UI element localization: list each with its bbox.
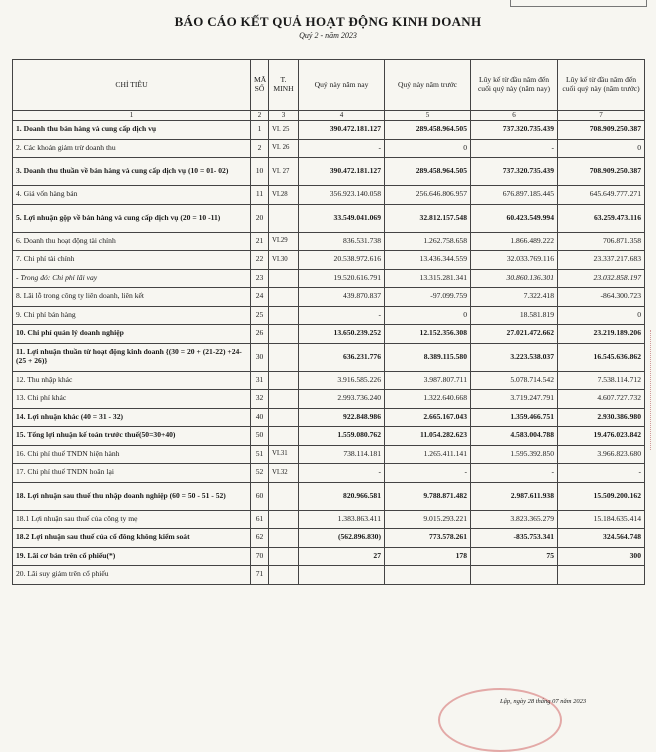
row-value-ytd-current: 75 bbox=[471, 547, 558, 566]
row-value-ytd-current: 676.897.185.445 bbox=[471, 186, 558, 205]
row-note: VI. 26 bbox=[269, 139, 299, 158]
row-note bbox=[269, 482, 299, 510]
row-value-ytd-current bbox=[471, 566, 558, 585]
row-value-q-current: - bbox=[299, 306, 385, 325]
row-value-q-previous: 773.578.261 bbox=[385, 529, 471, 548]
row-label: 12. Thu nhập khác bbox=[13, 371, 251, 390]
row-note bbox=[269, 390, 299, 409]
row-value-q-previous: 13.436.344.559 bbox=[385, 251, 471, 270]
row-value-q-previous: 289.458.964.505 bbox=[385, 158, 471, 186]
header-row bbox=[13, 60, 645, 111]
row-value-q-current: 439.870.837 bbox=[299, 288, 385, 307]
row-value-q-current: (562.896.830) bbox=[299, 529, 385, 548]
col-number: 3 bbox=[269, 111, 299, 121]
row-value-q-current: 2.993.736.240 bbox=[299, 390, 385, 409]
row-value-q-previous: 9.788.871.482 bbox=[385, 482, 471, 510]
row-value-q-current: 1.559.080.762 bbox=[299, 427, 385, 446]
table-row bbox=[13, 251, 645, 270]
row-value-q-previous: -97.099.759 bbox=[385, 288, 471, 307]
row-label: 17. Chi phí thuế TNDN hoãn lại bbox=[13, 464, 251, 483]
row-value-q-current: - bbox=[299, 464, 385, 483]
row-value-ytd-previous: 15.184.635.414 bbox=[558, 510, 645, 529]
col-header-chi-tieu: CHỈ TIÊU bbox=[13, 60, 251, 111]
report-title: BÁO CÁO KẾT QUẢ HOẠT ĐỘNG KINH DOANH bbox=[174, 14, 482, 29]
row-value-q-previous: 12.152.356.308 bbox=[385, 325, 471, 344]
row-value-ytd-previous: 23.032.858.197 bbox=[558, 269, 645, 288]
row-note: VI.31 bbox=[269, 445, 299, 464]
row-code: 50 bbox=[251, 427, 269, 446]
row-note bbox=[269, 325, 299, 344]
row-value-ytd-current: 60.423.549.994 bbox=[471, 204, 558, 232]
table-row bbox=[13, 566, 645, 585]
row-value-q-current: 820.966.581 bbox=[299, 482, 385, 510]
row-note bbox=[269, 288, 299, 307]
row-label: 3. Doanh thu thuần về bán hàng và cung cấp dịch vụ (10 = 01- 02) bbox=[13, 158, 251, 186]
row-code: 31 bbox=[251, 371, 269, 390]
row-value-ytd-current: -835.753.341 bbox=[471, 529, 558, 548]
row-value-q-current: 19.520.616.791 bbox=[299, 269, 385, 288]
row-label: 11. Lợi nhuận thuần từ hoạt động kinh doanh {(30 = 20 + (21-22) +24-(25 + 26)} bbox=[13, 343, 251, 371]
table-row bbox=[13, 343, 645, 371]
col-number: 7 bbox=[558, 111, 645, 121]
row-code: 61 bbox=[251, 510, 269, 529]
row-note bbox=[269, 408, 299, 427]
col-header-luy-ke-nam-truoc: Lũy kế từ đầu năm đến cuối quý này (năm trước) bbox=[558, 60, 645, 111]
row-value-q-current: - bbox=[299, 139, 385, 158]
table-row bbox=[13, 204, 645, 232]
col-header-quy-nay-nam-truoc: Quý này năm trước bbox=[385, 60, 471, 111]
row-label: 18. Lợi nhuận sau thuế thu nhập doanh nghiệp (60 = 50 - 51 - 52) bbox=[13, 482, 251, 510]
table-row bbox=[13, 464, 645, 483]
row-label: 20. Lãi suy giảm trên cổ phiếu bbox=[13, 566, 251, 585]
row-label: 6. Doanh thu hoạt động tài chính bbox=[13, 232, 251, 251]
col-header-ma-so: MÃ SỐ bbox=[251, 60, 269, 111]
row-value-ytd-previous: 3.966.823.680 bbox=[558, 445, 645, 464]
row-value-ytd-previous: 19.476.023.842 bbox=[558, 427, 645, 446]
row-label: 1. Doanh thu bán hàng và cung cấp dịch vụ bbox=[13, 121, 251, 140]
row-code: 51 bbox=[251, 445, 269, 464]
table-row bbox=[13, 139, 645, 158]
row-label: 15. Tổng lợi nhuận kế toán trước thuế(50=30+40) bbox=[13, 427, 251, 446]
row-value-q-previous: 8.389.115.580 bbox=[385, 343, 471, 371]
row-value-ytd-current: 737.320.735.439 bbox=[471, 121, 558, 140]
table-row bbox=[13, 121, 645, 140]
row-code: 11 bbox=[251, 186, 269, 205]
row-value-ytd-current: 3.223.538.037 bbox=[471, 343, 558, 371]
row-value-ytd-current: 5.078.714.542 bbox=[471, 371, 558, 390]
row-value-ytd-previous: 63.259.473.116 bbox=[558, 204, 645, 232]
row-value-q-current: 20.538.972.616 bbox=[299, 251, 385, 270]
row-value-ytd-current: 3.719.247.791 bbox=[471, 390, 558, 409]
row-label: 8. Lãi lỗ trong công ty liên doanh, liên kết bbox=[13, 288, 251, 307]
row-label: 7. Chi phí tài chính bbox=[13, 251, 251, 270]
row-value-q-previous: 13.315.281.341 bbox=[385, 269, 471, 288]
row-value-q-current: 356.923.140.058 bbox=[299, 186, 385, 205]
row-value-ytd-previous: 708.909.250.387 bbox=[558, 158, 645, 186]
row-value-q-current: 1.383.863.411 bbox=[299, 510, 385, 529]
report-subtitle: Quý 2 - năm 2023 bbox=[299, 31, 357, 40]
row-value-q-previous: 1.262.758.658 bbox=[385, 232, 471, 251]
row-value-ytd-current: 27.021.472.662 bbox=[471, 325, 558, 344]
row-value-q-current: 3.916.585.226 bbox=[299, 371, 385, 390]
row-value-ytd-previous: 15.509.200.162 bbox=[558, 482, 645, 510]
row-note bbox=[269, 547, 299, 566]
row-note: VI.28 bbox=[269, 186, 299, 205]
row-value-ytd-previous: 645.649.777.271 bbox=[558, 186, 645, 205]
row-note bbox=[269, 529, 299, 548]
row-value-q-previous: 3.987.807.711 bbox=[385, 371, 471, 390]
row-code: 52 bbox=[251, 464, 269, 483]
table-row bbox=[13, 288, 645, 307]
table-row bbox=[13, 232, 645, 251]
row-value-ytd-current: - bbox=[471, 139, 558, 158]
col-number: 4 bbox=[299, 111, 385, 121]
income-statement-table bbox=[12, 59, 645, 585]
row-value-ytd-current: 737.320.735.439 bbox=[471, 158, 558, 186]
row-code: 10 bbox=[251, 158, 269, 186]
row-value-q-previous: 1.265.411.141 bbox=[385, 445, 471, 464]
row-code: 71 bbox=[251, 566, 269, 585]
col-number: 5 bbox=[385, 111, 471, 121]
row-value-q-previous: 256.646.806.957 bbox=[385, 186, 471, 205]
row-value-q-current bbox=[299, 566, 385, 585]
col-number: 2 bbox=[251, 111, 269, 121]
row-value-q-current: 390.472.181.127 bbox=[299, 158, 385, 186]
table-row bbox=[13, 371, 645, 390]
row-code: 23 bbox=[251, 269, 269, 288]
row-label: 10. Chi phí quản lý doanh nghiệp bbox=[13, 325, 251, 344]
row-value-ytd-previous: 324.564.748 bbox=[558, 529, 645, 548]
column-number-row bbox=[13, 111, 645, 121]
row-note: VI. 25 bbox=[269, 121, 299, 140]
row-note bbox=[269, 269, 299, 288]
col-header-t-minh: T. MINH bbox=[269, 60, 299, 111]
row-code: 26 bbox=[251, 325, 269, 344]
table-row bbox=[13, 269, 645, 288]
row-label: - Trong đó: Chi phí lãi vay bbox=[13, 269, 251, 288]
row-value-ytd-current: 2.987.611.938 bbox=[471, 482, 558, 510]
row-code: 22 bbox=[251, 251, 269, 270]
row-value-q-previous: 11.054.282.623 bbox=[385, 427, 471, 446]
row-value-ytd-previous: 300 bbox=[558, 547, 645, 566]
row-value-ytd-current: 1.595.392.850 bbox=[471, 445, 558, 464]
col-header-quy-nay-nam-nay: Quý này năm nay bbox=[299, 60, 385, 111]
row-value-q-previous: 1.322.640.668 bbox=[385, 390, 471, 409]
row-value-q-previous: 32.812.157.548 bbox=[385, 204, 471, 232]
table-row bbox=[13, 445, 645, 464]
table-row bbox=[13, 547, 645, 566]
table-row bbox=[13, 482, 645, 510]
table-row bbox=[13, 510, 645, 529]
row-value-ytd-previous: 708.909.250.387 bbox=[558, 121, 645, 140]
row-label: 19. Lãi cơ bản trên cổ phiếu(*) bbox=[13, 547, 251, 566]
row-value-q-current: 836.531.738 bbox=[299, 232, 385, 251]
row-value-q-previous: - bbox=[385, 464, 471, 483]
row-value-q-previous bbox=[385, 566, 471, 585]
row-label: 9. Chi phí bán hàng bbox=[13, 306, 251, 325]
row-value-ytd-current: 7.322.418 bbox=[471, 288, 558, 307]
row-value-ytd-previous: 23.337.217.683 bbox=[558, 251, 645, 270]
table-row bbox=[13, 427, 645, 446]
row-value-ytd-current: 30.860.136.301 bbox=[471, 269, 558, 288]
row-value-ytd-previous: 706.871.358 bbox=[558, 232, 645, 251]
row-note bbox=[269, 343, 299, 371]
row-value-ytd-previous: 23.219.189.206 bbox=[558, 325, 645, 344]
row-label: 2. Các khoản giảm trừ doanh thu bbox=[13, 139, 251, 158]
row-value-ytd-previous bbox=[558, 566, 645, 585]
row-value-q-current: 33.549.041.069 bbox=[299, 204, 385, 232]
table-row bbox=[13, 158, 645, 186]
row-value-ytd-current: 32.033.769.116 bbox=[471, 251, 558, 270]
row-note bbox=[269, 510, 299, 529]
row-value-q-current: 390.472.181.127 bbox=[299, 121, 385, 140]
row-note bbox=[269, 427, 299, 446]
table-row bbox=[13, 408, 645, 427]
row-value-q-current: 636.231.776 bbox=[299, 343, 385, 371]
table-row bbox=[13, 306, 645, 325]
row-value-ytd-previous: 0 bbox=[558, 306, 645, 325]
row-value-q-previous: 2.665.167.043 bbox=[385, 408, 471, 427]
corner-box bbox=[510, 0, 647, 7]
row-note: VI.29 bbox=[269, 232, 299, 251]
row-code: 21 bbox=[251, 232, 269, 251]
row-label: 13. Chi phí khác bbox=[13, 390, 251, 409]
row-code: 25 bbox=[251, 306, 269, 325]
side-stamp-mark bbox=[650, 330, 656, 450]
row-label: 18.1 Lợi nhuận sau thuế của công ty mẹ bbox=[13, 510, 251, 529]
row-code: 30 bbox=[251, 343, 269, 371]
row-note bbox=[269, 566, 299, 585]
footer-date: Lập, ngày 28 tháng 07 năm 2023 bbox=[500, 698, 587, 705]
row-value-ytd-previous: -864.300.723 bbox=[558, 288, 645, 307]
row-code: 70 bbox=[251, 547, 269, 566]
row-code: 1 bbox=[251, 121, 269, 140]
table-row bbox=[13, 529, 645, 548]
row-value-q-current: 13.650.239.252 bbox=[299, 325, 385, 344]
row-value-ytd-previous: - bbox=[558, 464, 645, 483]
row-code: 2 bbox=[251, 139, 269, 158]
row-label: 14. Lợi nhuận khác (40 = 31 - 32) bbox=[13, 408, 251, 427]
row-note: VI.32 bbox=[269, 464, 299, 483]
row-code: 32 bbox=[251, 390, 269, 409]
col-number: 1 bbox=[13, 111, 251, 121]
table-row bbox=[13, 325, 645, 344]
row-note: VI.30 bbox=[269, 251, 299, 270]
row-value-ytd-current: 18.581.819 bbox=[471, 306, 558, 325]
row-value-q-previous: 0 bbox=[385, 139, 471, 158]
row-note: VI. 27 bbox=[269, 158, 299, 186]
row-value-ytd-previous: 16.545.636.862 bbox=[558, 343, 645, 371]
row-value-q-current: 27 bbox=[299, 547, 385, 566]
row-value-ytd-current: 1.866.489.222 bbox=[471, 232, 558, 251]
row-value-ytd-current: 4.583.004.788 bbox=[471, 427, 558, 446]
row-code: 20 bbox=[251, 204, 269, 232]
row-value-ytd-current: 3.823.365.279 bbox=[471, 510, 558, 529]
table-row bbox=[13, 186, 645, 205]
row-label: 4. Giá vốn hàng bán bbox=[13, 186, 251, 205]
row-value-ytd-previous: 0 bbox=[558, 139, 645, 158]
row-value-q-previous: 289.458.964.505 bbox=[385, 121, 471, 140]
row-code: 24 bbox=[251, 288, 269, 307]
row-note bbox=[269, 306, 299, 325]
row-code: 62 bbox=[251, 529, 269, 548]
row-label: 16. Chi phí thuế TNDN hiện hành bbox=[13, 445, 251, 464]
row-note bbox=[269, 204, 299, 232]
row-value-q-current: 922.848.986 bbox=[299, 408, 385, 427]
row-value-q-previous: 178 bbox=[385, 547, 471, 566]
row-label: 5. Lợi nhuận gộp về bán hàng và cung cấp dịch vụ (20 = 10 -11) bbox=[13, 204, 251, 232]
row-code: 40 bbox=[251, 408, 269, 427]
row-label: 18.2 Lợi nhuận sau thuế của cổ đông không kiểm soát bbox=[13, 529, 251, 548]
row-value-ytd-previous: 2.930.386.980 bbox=[558, 408, 645, 427]
col-header-luy-ke-nam-nay: Lũy kế từ đầu năm đến cuối quý này (năm nay) bbox=[471, 60, 558, 111]
row-value-ytd-previous: 4.607.727.732 bbox=[558, 390, 645, 409]
row-note bbox=[269, 371, 299, 390]
row-value-q-current: 738.114.181 bbox=[299, 445, 385, 464]
row-value-ytd-current: - bbox=[471, 464, 558, 483]
row-value-ytd-previous: 7.538.114.712 bbox=[558, 371, 645, 390]
row-value-ytd-current: 1.359.466.751 bbox=[471, 408, 558, 427]
row-value-q-previous: 0 bbox=[385, 306, 471, 325]
row-value-q-previous: 9.015.293.221 bbox=[385, 510, 471, 529]
row-code: 60 bbox=[251, 482, 269, 510]
col-number: 6 bbox=[471, 111, 558, 121]
table-row bbox=[13, 390, 645, 409]
